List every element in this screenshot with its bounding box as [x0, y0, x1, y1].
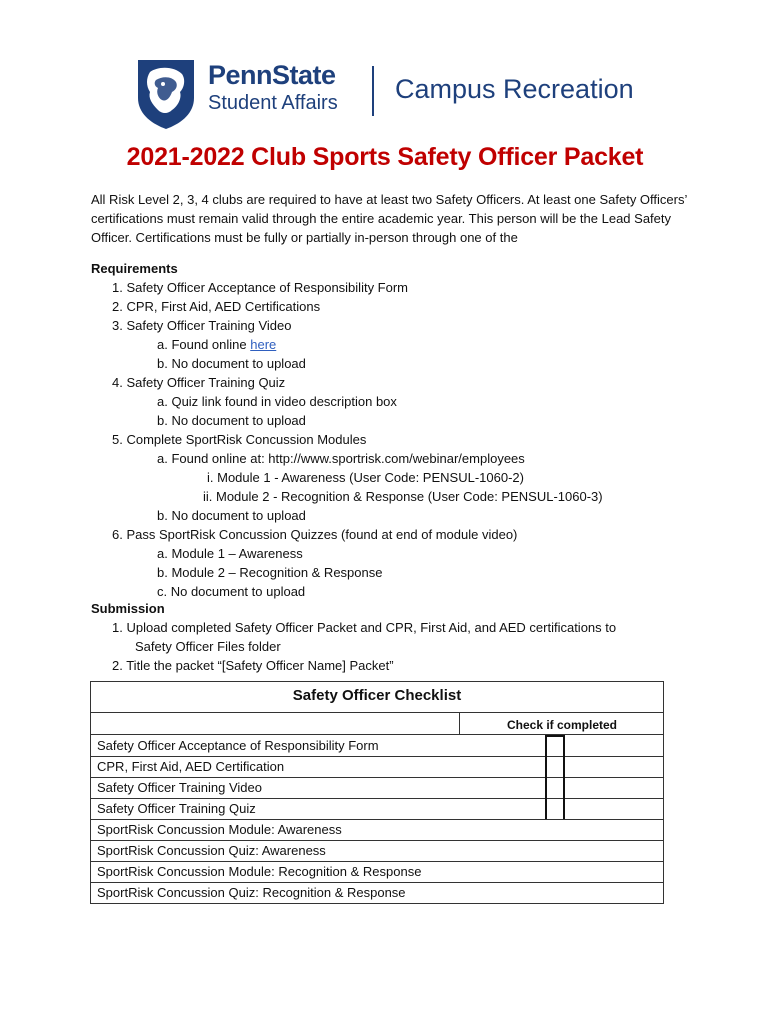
completion-checkbox[interactable]: [545, 735, 565, 756]
checklist-header-row: [91, 712, 663, 735]
checklist-item-label: SportRisk Concussion Module: Awareness: [97, 822, 342, 837]
requirement-item: 2. CPR, First Aid, AED Certifications: [112, 299, 321, 314]
requirement-subsubitem: ii. Module 2 - Recognition & Response (User Code: PENSUL-1060-3): [203, 489, 603, 504]
requirement-subitem: a. Quiz link found in video description box: [157, 394, 397, 409]
safety-officer-checklist: [90, 681, 664, 904]
requirements-heading: Requirements: [91, 261, 178, 276]
checklist-row: [91, 777, 663, 799]
submission-item: 2. Title the packet “[Safety Officer Name] Packet”: [112, 658, 394, 673]
nittany-lion-shield-logo: [136, 58, 196, 130]
checklist-item-label: Safety Officer Training Video: [97, 780, 263, 795]
requirement-item: 5. Complete SportRisk Concussion Modules: [112, 432, 367, 447]
brand-subtitle: Student Affairs: [208, 92, 338, 114]
checklist-header-item-cell: [91, 712, 460, 734]
completion-checkbox[interactable]: [545, 798, 565, 819]
training-video-link[interactable]: here: [250, 337, 277, 352]
submission-heading: Submission: [91, 601, 165, 616]
checklist-row: [91, 735, 663, 757]
checklist-row: [91, 798, 663, 820]
department-name: Campus Recreation: [395, 74, 634, 104]
page-header: [136, 58, 656, 132]
requirement-subsubitem: i. Module 1 - Awareness (User Code: PENSUL-1060-2): [207, 470, 524, 485]
submission-item: 1. Upload completed Safety Officer Packet and CPR, First Aid, and AED certifications to: [112, 620, 617, 635]
checklist-row: [91, 819, 663, 841]
requirement-subitem: b. No document to upload: [157, 413, 306, 428]
intro-paragraph: All Risk Level 2, 3, 4 clubs are required to have at least two Safety Officers. At least one Safety Officers’ certifications must remain valid through the entire academic year. This person will be the Lead Safety Officer. Certifications must be fully or partially in-person through one of the: [91, 192, 687, 245]
brand-name: PennState: [208, 60, 336, 90]
header-divider: [372, 66, 374, 116]
checklist-item-label: Safety Officer Acceptance of Responsibility Form: [97, 738, 379, 753]
submission-item-continued: Safety Officer Files folder: [135, 639, 281, 654]
requirement-item: 1. Safety Officer Acceptance of Responsibility Form: [112, 280, 409, 295]
completion-checkbox[interactable]: [545, 777, 565, 798]
completion-checkbox[interactable]: [545, 756, 565, 777]
checklist-column-header: Check if completed: [506, 718, 618, 732]
checklist-item-label: SportRisk Concussion Quiz: Awareness: [97, 843, 326, 858]
checklist-row: [91, 840, 663, 862]
checklist-item-label: SportRisk Concussion Quiz: Recognition & Response: [97, 885, 406, 900]
requirement-item: 4. Safety Officer Training Quiz: [112, 375, 286, 390]
page-title: 2021-2022 Club Sports Safety Officer Packet: [126, 143, 644, 171]
requirement-subitem: c. No document to upload: [157, 584, 306, 599]
checklist-title: Safety Officer Checklist: [91, 682, 663, 713]
requirement-subitem: a. Module 1 – Awareness: [157, 546, 303, 561]
checklist-item-label: CPR, First Aid, AED Certification: [97, 759, 285, 774]
submission-section: [91, 599, 711, 677]
requirements-section: [91, 259, 711, 604]
checklist-item-label: SportRisk Concussion Module: Recognition & Response: [97, 864, 422, 879]
requirement-item: 3. Safety Officer Training Video: [112, 318, 292, 333]
checklist-row: [91, 756, 663, 778]
requirement-subitem-text: a. Found online: [157, 337, 251, 352]
requirement-subitem: [157, 335, 276, 354]
checklist-row: [91, 882, 663, 903]
requirement-subitem: b. No document to upload: [157, 508, 306, 523]
requirement-subitem: b. No document to upload: [157, 356, 306, 371]
requirement-subitem: b. Module 2 – Recognition & Response: [157, 565, 383, 580]
requirement-item: 6. Pass SportRisk Concussion Quizzes (found at end of module video): [112, 527, 518, 542]
requirement-subitem: a. Found online at: http://www.sportrisk.com/webinar/employees: [157, 451, 525, 466]
checklist-item-label: Safety Officer Training Quiz: [97, 801, 256, 816]
brand-block: [208, 60, 338, 116]
checklist-row: [91, 861, 663, 883]
